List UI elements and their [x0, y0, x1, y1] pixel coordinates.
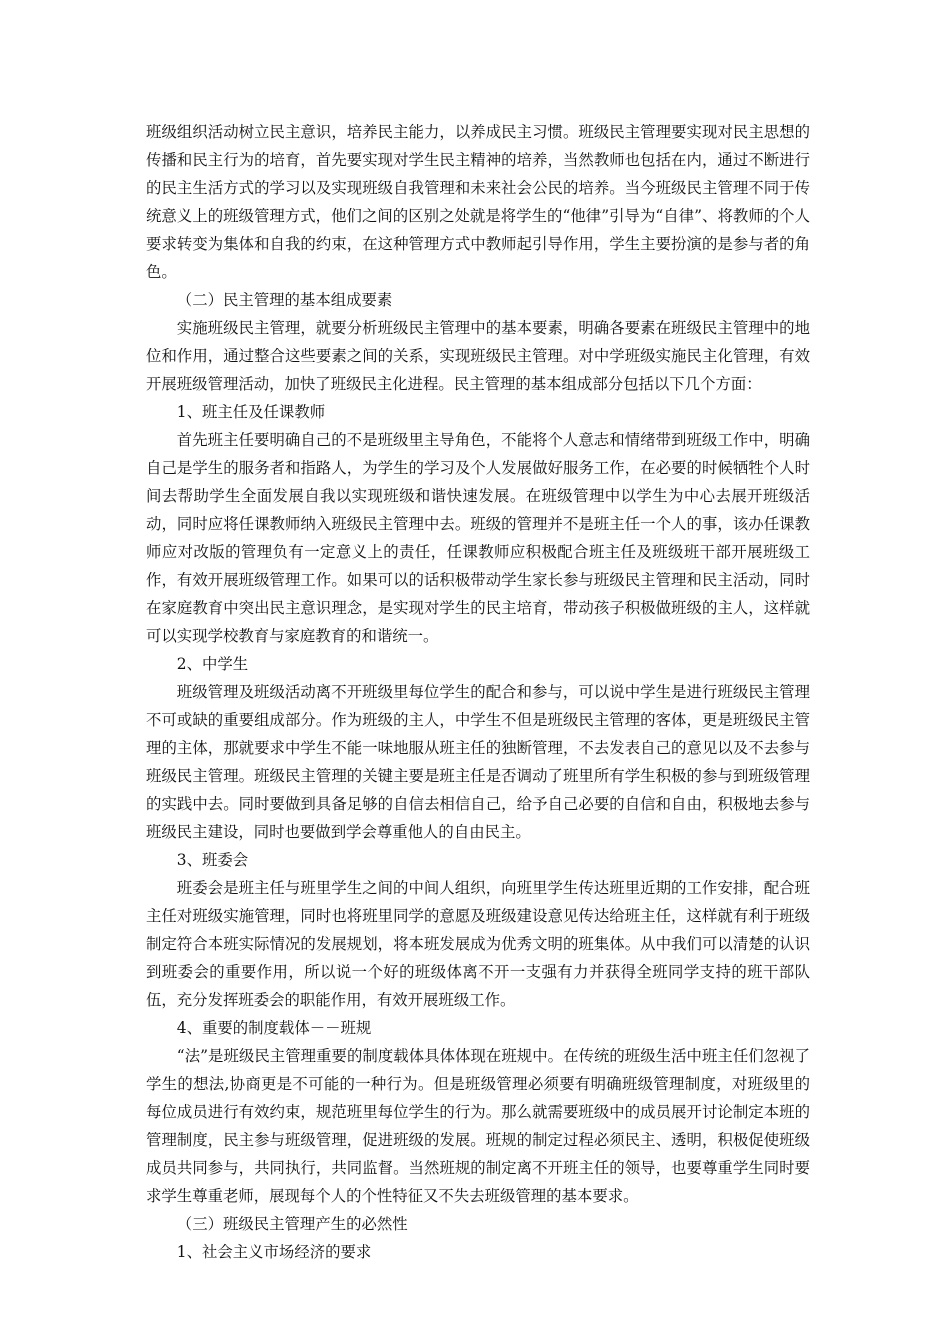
body-paragraph: 班委会是班主任与班里学生之间的中间人组织，向班里学生传达班里近期的工作安排，配合班主任对班级实施管理，同时也将班里同学的意愿及班级建设意见传达给班主任，这样就有利于班级制定符合本班实际情况的发展规划，将本班发展成为优秀文明的班集体。从中我们可以清楚的认识到班委会的重要作用，所以说一个好的班级体离不开一支强有力并获得全班同学支持的班干部队伍，充分发挥班委会的职能作用，有效开展班级工作。: [146, 879, 810, 1009]
body-paragraph: 班级管理及班级活动离不开班级里每位学生的配合和参与，可以说中学生是进行班级民主管理不可或缺的重要组成部分。作为班级的主人，中学生不但是班级民主管理的客体，更是班级民主管理的主体，那就要求中学生不能一味地服从班主任的独断管理，不去发表自己的意见以及不去参与班级民主管理。班级民主管理的关键主要是班主任是否调动了班里所有学生积极的参与到班级管理的实践中去。同时要做到具备足够的自信去相信自己，给予自己必要的自信和自由，积极地去参与班级民主建设，同时也要做到学会尊重他人的自由民主。: [146, 683, 810, 841]
body-paragraph: 首先班主任要明确自己的不是班级里主导角色，不能将个人意志和情绪带到班级工作中，明确自己是学生的服务者和指路人，为学生的学习及个人发展做好服务工作，在必要的时候牺牲个人时间去帮助学生全面发展自我以实现班级和谐快速发展。在班级管理中以学生为中心去展开班级活动，同时应将任课教师纳入班级民主管理中去。班级的管理并不是班主任一个人的事，该办任课教师应对改版的管理负有一定意义上的责任，任课教师应积极配合班主任及班级班干部开展班级工作，有效开展班级管理工作。如果可以的话积极带动学生家长参与班级民主管理和民主活动，同时在家庭教育中突出民主意识理念，是实现对学生的民主培育，带动孩子积极做班级的主人，这样就可以实现学校教育与家庭教育的和谐统一。: [146, 431, 810, 645]
subsection-heading: 1、社会主义市场经济的要求: [176, 1243, 372, 1261]
body-paragraph: “法”是班级民主管理重要的制度载体具体体现在班规中。在传统的班级生活中班主任们忽视了学生的想法,协商更是不可能的一种行为。但是班级管理必须要有明确班级管理制度，对班级里的每位成员进行有效约束，规范班里每位学生的行为。那么就需要班级中的成员展开讨论制定本班的管理制度，民主参与班级管理，促进班级的发展。班规的制定过程必须民主、透明，积极促使班级成员共同参与，共同执行，共同监督。当然班规的制定离不开班主任的领导，也要尊重学生同时要求学生尊重老师，展现每个人的个性特征又不失去班级管理的基本要求。: [146, 1047, 810, 1205]
body-paragraph: 班级组织活动树立民主意识，培养民主能力，以养成民主习惯。班级民主管理要实现对民主思想的传播和民主行为的培育，首先要实现对学生民主精神的培养，当然教师也包括在内，通过不断进行的民主生活方式的学习以及实现班级自我管理和未来社会公民的培养。当今班级民主管理不同于传统意义上的班级管理方式，他们之间的区别之处就是将学生的“他律”引导为“自律”、将教师的个人要求转变为集体和自我的约束，在这种管理方式中教师起引导作用，学生主要扮演的是参与者的角色。: [146, 123, 810, 281]
document-body: [146, 118, 810, 1266]
body-paragraph: 实施班级民主管理，就要分析班级民主管理中的基本要素，明确各要素在班级民主管理中的地位和作用，通过整合这些要素之间的关系，实现班级民主管理。对中学班级实施民主化管理，有效开展班级管理活动，加快了班级民主化进程。民主管理的基本组成部分包括以下几个方面：: [146, 319, 810, 393]
section-heading: （二）民主管理的基本组成要素: [176, 291, 393, 309]
subsection-heading: 3、班委会: [176, 851, 249, 869]
section-heading: （三）班级民主管理产生的必然性: [176, 1215, 408, 1233]
subsection-heading: 4、重要的制度载体－－班规: [176, 1019, 372, 1037]
subsection-heading: 2、中学生: [176, 655, 249, 673]
subsection-heading: 1、班主任及任课教师: [176, 403, 326, 421]
